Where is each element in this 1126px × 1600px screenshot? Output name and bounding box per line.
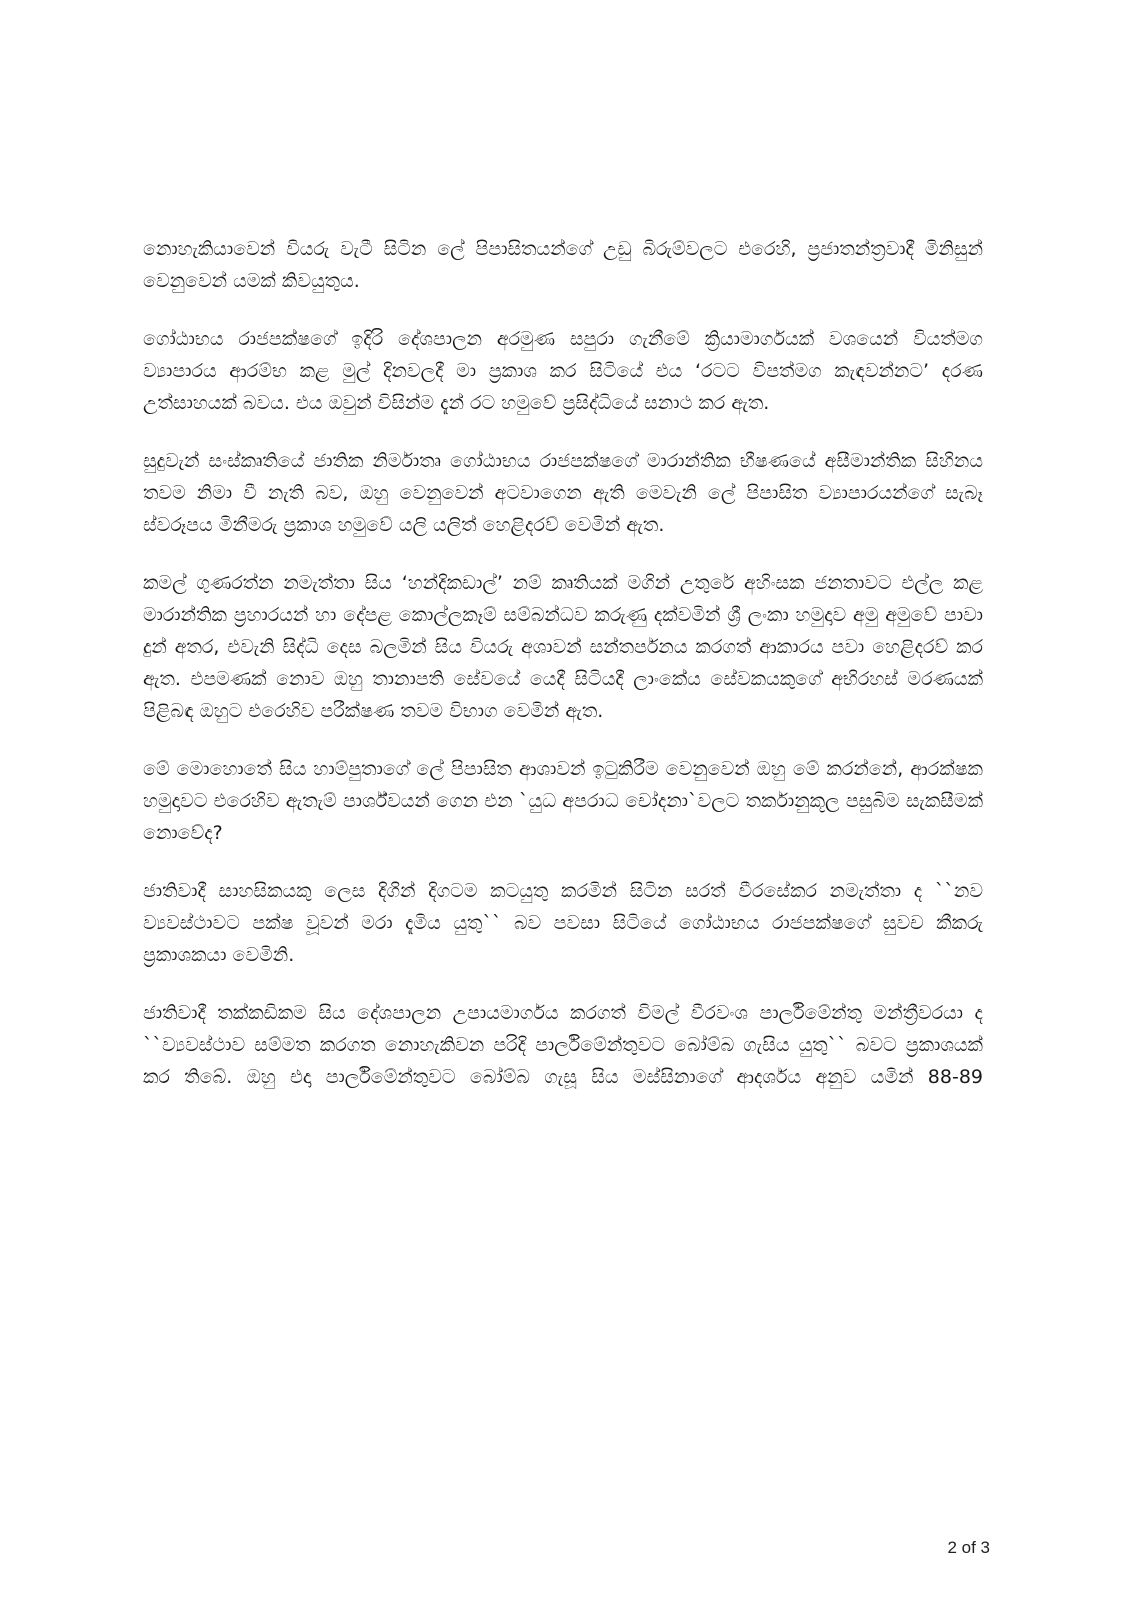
paragraph-7: ජාතිවාදී තක්කඩිකම සිය දේශපාලන උපායමාර්ගය කරගත් විමල් වීරවංශ පාර්ලිමේන්තු මන්ත්‍රීවරයා ද ``ව්‍යවස්ථාව සම්මත කරගත නොහැකිවන පරිදි පාර්ලිමේන්තුවට බෝම්බ ගැසිය යුතු`` බවට ප්‍රකාශයක් කර තිබේ. ඔහු එදා පාර්ලිමේන්තුවට බෝම්බ ගැසූ සිය මස්සිනාගේ ආදර්ශය අනුව යමින් 88-89	[143, 1002, 983, 1088]
paragraph-3: සුදුවැන් සංස්කෘතියේ ජාතික නිර්මාතෘ ගෝඨාභය රාජපක්ෂගේ මාරාන්තික භීෂණයේ අසීමාන්තික සිහිනය තවම නිමා වී නැති බව, ඔහු වෙනුවෙන් අටවාගෙන ඇති මෙවැනි ලේ පිපාසිත ව්‍යාපාරයන්ගේ සැබෑ ස්වරූපය මිනීමරු ප්‍රකාශ හමුවේ යලි යලිත් හෙළිදරව් වෙමින් ඇත.	[143, 450, 983, 536]
paragraph-5: මේ මොහොතේ සිය හාම්පුතාගේ ලේ පිපාසිත ආශාවන් ඉටුකිරීම වෙනුවෙන් ඔහු මේ කරන්නේ, ආරක්ෂක හමුදාවට එරෙහිව ඇතැම් පාර්ශ්වයන් ගෙන එන `යුධ අපරාධ චෝදනා`වලට තර්කානුකූල පසුබිම සැකසීමක් නොවේද?	[143, 758, 983, 844]
paragraph-1: නොහැකියාවෙන් වියරු වැටී සිටින ලේ පිපාසිතයන්ගේ උඩු බිරුම්වලට එරෙහි, ප්‍රජාතන්ත්‍රවාදී මිනිසුන් වෙනුවෙන් යමක් කිවයුතුය.	[143, 238, 983, 292]
document-body	[143, 233, 983, 1119]
page-number: 2 of 3	[947, 1538, 990, 1557]
paragraph-2: ගෝඨාභය රාජපක්ෂගේ ඉදිරි දේශපාලන අරමුණ සපුරා ගැනීමේ ක්‍රියාමාර්ගයක් වශයෙන් වියත්මග ව්‍යාපාරය ආරම්භ කළ මුල් දිනවලදී මා ප්‍රකාශ කර සිටියේ එය ‘රටට විපත්මග කැඳවන්නට’ දරණ උත්සාහයක් බවය. එය ඔවුන් විසින්ම දැන් රට හමුවේ ප්‍රසිද්ධියේ සනාථ කර ඇත.	[143, 328, 983, 414]
paragraph-4: කමල් ගුණරත්න නමැත්තා සිය ‘හන්දිකඩාල්’ නම් කෘතියක් මගින් උතුරේ අහිංසක ජනතාවට එල්ල කළ මාරාන්තික ප්‍රහාරයන් හා දේපළ කොල්ලකෑම් සම්බන්ධව කරුණු දක්වමින් ශ්‍රී ලංකා හමුදාව අමු අමුවේ පාවා දුන් අතර, එවැනි සිද්ධි දෙස බලමින් සිය වියරු අශාවන් සන්තර්පනය කරගත් ආකාරය පවා හෙළිදරව් කර ඇත. එපමණක් නොව ඔහු තානාපති සේවයේ යෙදී සිටියදී ලාංකේය සේවකයකුගේ අභිරහස් මරණයක් පිළිබඳ ඔහුට එරෙහිව පරීක්ෂණ තවම විභාග වෙමින් ඇත.	[143, 572, 983, 722]
paragraph-6: ජාතිවාදී සාහසිකයකු ලෙස දිගින් දිගටම කටයුතු කරමින් සිටින සරත් වීරසේකර නමැත්තා ද ``නව ව්‍යවස්ථාවට පක්ෂ වූවන් මරා දැමිය යුතු`` බව පවසා සිටියේ ගෝඨාභය රාජපක්ෂගේ සුවච කීකරු ප්‍රකාශකයා වෙමිනි.	[143, 880, 983, 966]
